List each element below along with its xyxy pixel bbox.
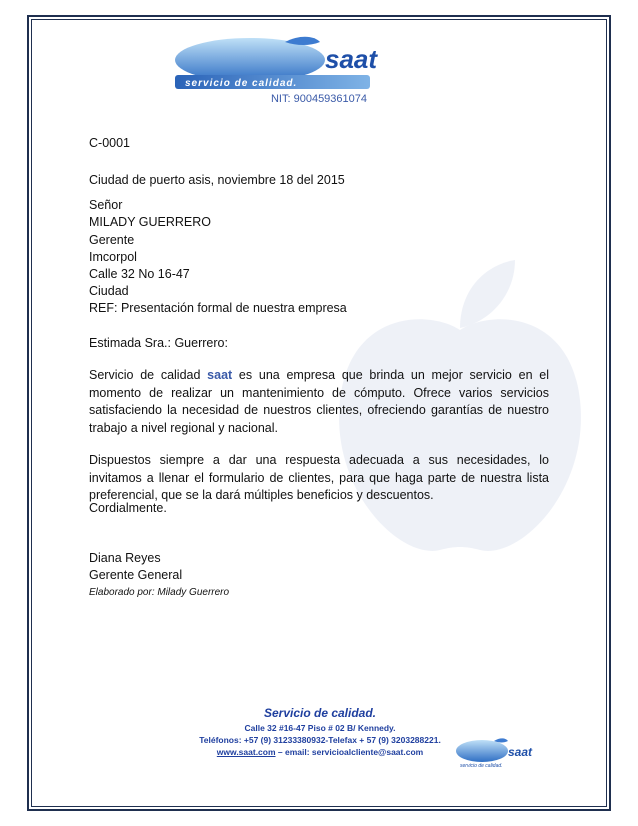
signer-name: Diana Reyes	[89, 551, 161, 565]
greeting: Estimada Sra.: Guerrero:	[89, 336, 228, 350]
saat-logo-icon	[165, 32, 445, 94]
svg-text:servicio de calidad.: servicio de calidad.	[460, 763, 503, 769]
footer-title: Servicio de calidad.	[263, 706, 377, 720]
letter-code: C-0001	[89, 136, 130, 150]
footer-address: Calle 32 #16-47 Piso # 02 B/ Kennedy.	[244, 723, 396, 733]
svg-text:saat: saat	[508, 745, 533, 759]
recipient-title: Gerente	[89, 233, 135, 247]
logo-brand-text: saat	[325, 44, 378, 74]
footer-saat-logo-icon	[452, 736, 547, 770]
signer-title: Gerente General	[89, 568, 183, 582]
paragraph-invitation: Dispuestos siempre a dar una respuesta adecuada a sus necesidades, lo invitamos a llenar el formulario de clientes, para que haga parte de nuestra lista preferencial, que se la dará múltiples beneficios y descuentos.	[89, 453, 549, 502]
prepared-by: Elaborado por: Milady Guerrero	[89, 587, 230, 598]
footer-web-link[interactable]: www.saat.com	[216, 747, 276, 757]
closing: Cordialmente.	[89, 501, 167, 515]
reference-line: REF: Presentación formal de nuestra empresa	[89, 301, 347, 315]
brand-highlight: saat	[207, 368, 233, 382]
recipient-address: Calle 32 No 16-47	[89, 267, 190, 281]
nit-number: NIT: 900459361074	[270, 93, 368, 105]
recipient-salutation: Señor	[89, 198, 123, 212]
paragraph-intro: Servicio de calidad saat es una empresa que brinda un mejor servicio en el momento de realizar un mantenimiento de cómputo. Ofrece varios servicios satisfaciendo la necesidad de nuestros clientes, ofreciendo garantías de nuestro trabajo a nivel regional y nacional.	[89, 368, 549, 435]
recipient-city: Ciudad	[89, 284, 129, 298]
place-date: Ciudad de puerto asis, noviembre 18 del 2015	[89, 173, 345, 187]
recipient-name: MILADY GUERRERO	[89, 215, 212, 229]
footer-contact: www.saat.com – email: servicioalcliente@saat.com	[216, 747, 424, 757]
recipient-company: Imcorpol	[89, 250, 137, 264]
footer-phones: Teléfonos: +57 (9) 31233380932-Telefax + 57 (9) 3203288221.	[199, 735, 441, 745]
logo-tagline-text: servicio de calidad.	[185, 78, 298, 89]
